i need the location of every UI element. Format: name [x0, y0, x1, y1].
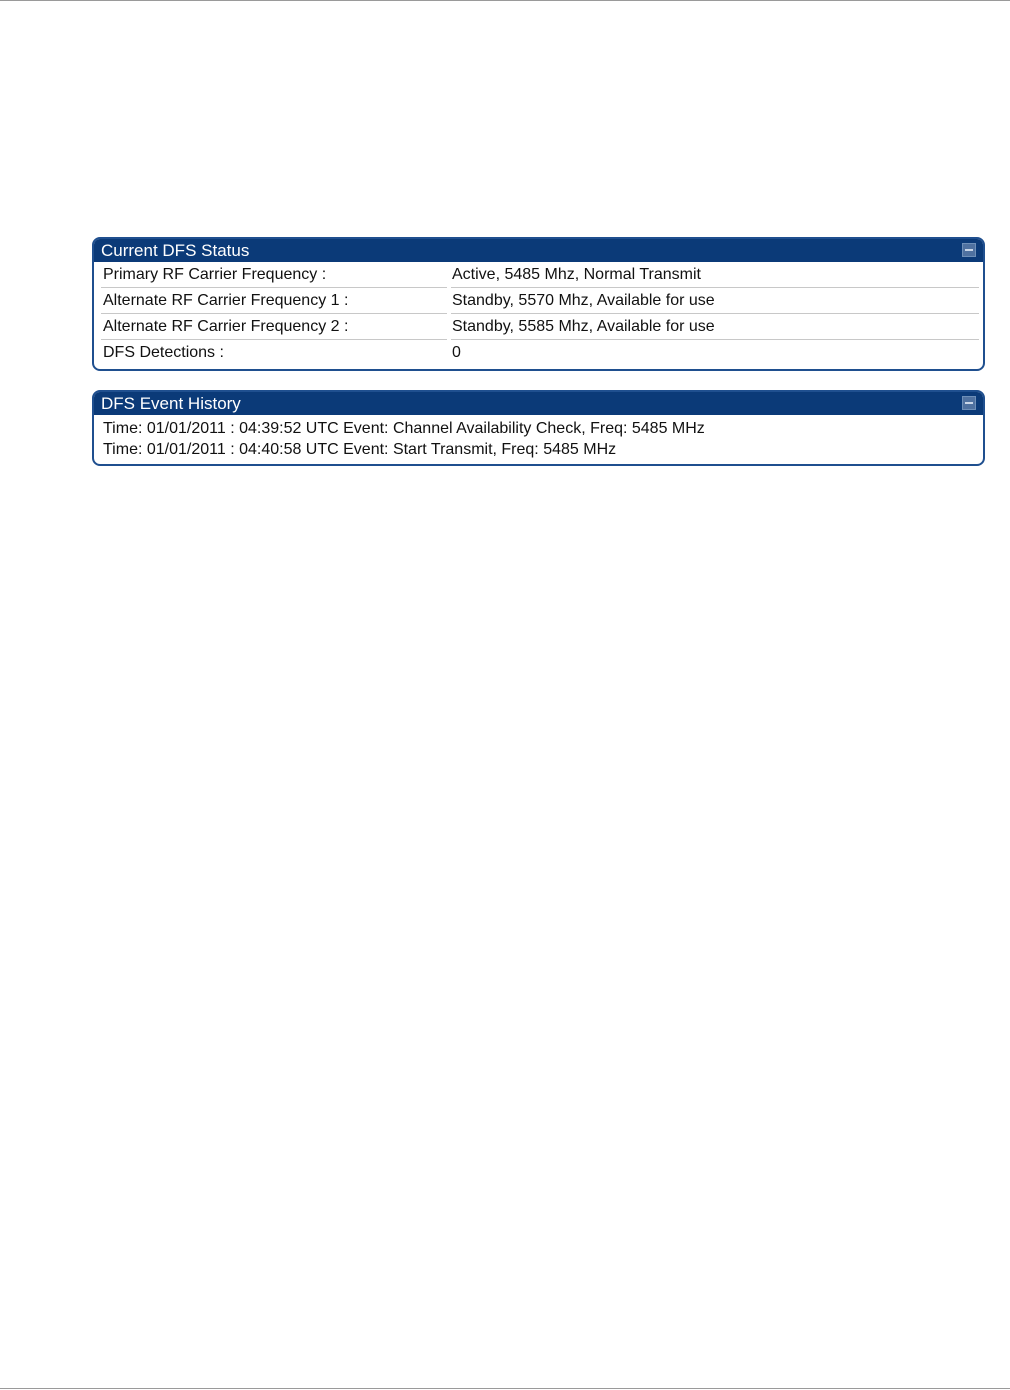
status-label: Primary RF Carrier Frequency : — [101, 262, 447, 288]
status-label: DFS Detections : — [103, 344, 224, 361]
dfs-status-table — [101, 262, 979, 366]
dfs-event-history-panel — [92, 390, 985, 466]
status-value: Active, 5485 Mhz, Normal Transmit — [451, 262, 979, 288]
status-value: 0 — [452, 344, 461, 361]
event-entry: Time: 01/01/2011 : 04:40:58 UTC Event: Start Transmit, Freq: 5485 MHz — [103, 441, 617, 458]
dfs-event-history-header — [94, 392, 983, 415]
status-value: Standby, 5585 Mhz, Available for use — [451, 314, 979, 340]
status-value: Standby, 5570 Mhz, Available for use — [451, 288, 979, 314]
current-dfs-status-panel — [92, 237, 985, 371]
page-bottom-rule — [0, 1388, 1010, 1389]
minimize-icon[interactable] — [962, 243, 976, 257]
dfs-event-list — [94, 415, 983, 460]
event-entry: Time: 01/01/2011 : 04:39:52 UTC Event: Channel Availability Check, Freq: 5485 MHz — [103, 420, 705, 437]
status-label: Alternate RF Carrier Frequency 1 : — [101, 288, 447, 314]
status-row-primary-rf — [101, 262, 979, 288]
status-row-dfs-detections — [101, 340, 979, 366]
page-top-rule — [0, 0, 1010, 1]
status-row-alternate-rf-2 — [101, 314, 979, 340]
status-label: Alternate RF Carrier Frequency 2 : — [101, 314, 447, 340]
minimize-icon[interactable] — [962, 396, 976, 410]
current-dfs-status-header — [94, 239, 983, 262]
dfs-event-history-title: DFS Event History — [101, 394, 241, 413]
status-row-alternate-rf-1 — [101, 288, 979, 314]
current-dfs-status-title: Current DFS Status — [101, 241, 250, 260]
